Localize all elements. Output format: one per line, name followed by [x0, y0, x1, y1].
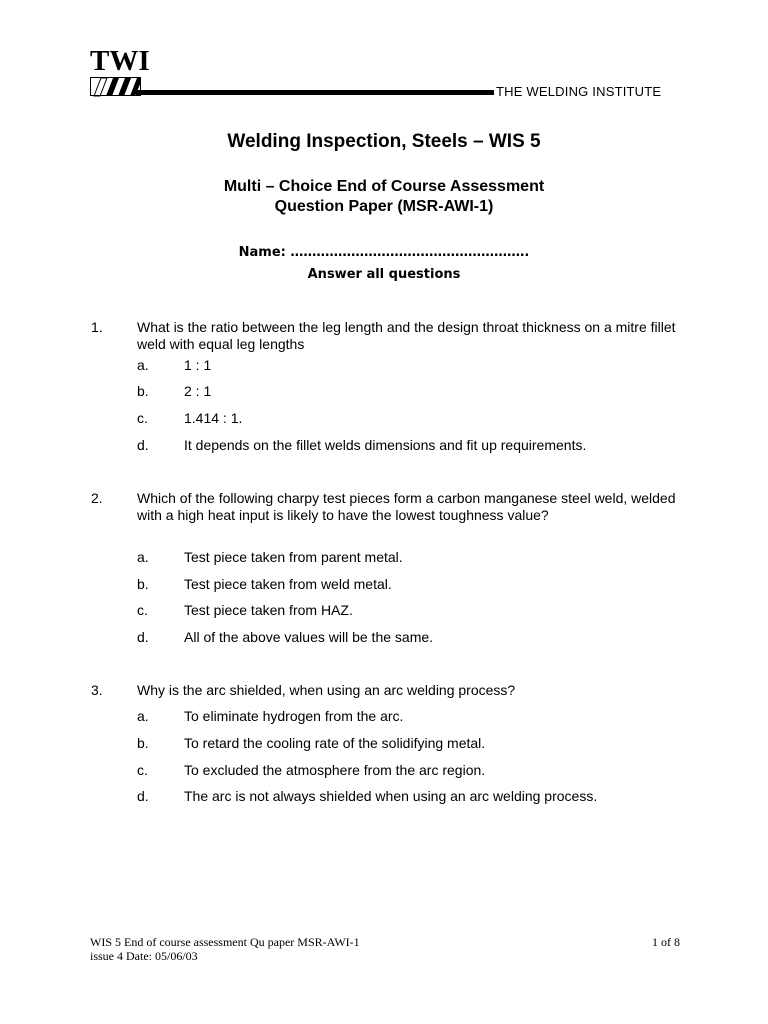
logo-stripes-icon: [90, 77, 142, 97]
option-letter: a.: [137, 708, 149, 724]
option-c: [137, 762, 677, 780]
subtitle-line-2: Question Paper (MSR-AWI-1): [274, 198, 494, 215]
option-text: All of the above values will be the same.: [184, 629, 434, 645]
option-text: Test piece taken from weld metal.: [184, 576, 392, 592]
option-b: [137, 735, 677, 753]
option-d: [137, 437, 677, 455]
option-a: [137, 549, 677, 567]
footer-document-info: [90, 935, 360, 963]
option-c: [137, 410, 677, 428]
option-b: [137, 576, 677, 594]
footer-issue-date: issue 4 Date: 05/06/03: [90, 949, 198, 963]
option-letter: b.: [137, 735, 149, 751]
page-title: Welding Inspection, Steels – WIS 5: [227, 131, 541, 152]
name-field: Name: ……………………………………………….: [238, 245, 530, 260]
option-text: 2 : 1: [184, 383, 212, 399]
option-letter: d.: [137, 437, 149, 453]
subtitle: [0, 177, 768, 217]
option-letter: d.: [137, 629, 149, 645]
option-text: 1 : 1: [184, 357, 212, 373]
option-d: [137, 629, 677, 647]
option-text: Test piece taken from parent metal.: [184, 549, 403, 565]
question-number: 2.: [91, 490, 103, 506]
option-b: [137, 383, 677, 401]
option-letter: c.: [137, 410, 148, 426]
option-letter: c.: [137, 762, 148, 778]
option-a: [137, 708, 677, 726]
option-letter: a.: [137, 357, 149, 373]
option-letter: c.: [137, 602, 148, 618]
question-number: 1.: [91, 319, 103, 335]
footer-document-title: WIS 5 End of course assessment Qu paper MSR-AWI-1: [90, 935, 360, 949]
logo-text: TWI: [90, 45, 150, 77]
option-text: To retard the cooling rate of the solidifying metal.: [184, 735, 486, 751]
option-text: It depends on the fillet welds dimensions and fit up requirements.: [184, 437, 587, 453]
option-text: To excluded the atmosphere from the arc region.: [184, 762, 486, 778]
question-text: Which of the following charpy test pieces form a carbon manganese steel weld, welded with a high heat input is likely to have the lowest toughness value?: [137, 490, 676, 523]
option-letter: a.: [137, 549, 149, 565]
option-text: To eliminate hydrogen from the arc.: [184, 708, 404, 724]
option-text: The arc is not always shielded when using an arc welding process.: [184, 788, 598, 804]
option-text: Test piece taken from HAZ.: [184, 602, 353, 618]
option-letter: b.: [137, 576, 149, 592]
subtitle-line-1: Multi – Choice End of Course Assessment: [223, 178, 545, 195]
question-text: What is the ratio between the leg length and the design throat thickness on a mitre fillet weld with equal leg lengths: [137, 319, 676, 352]
option-c: [137, 602, 677, 620]
page-number: 1 of 8: [652, 935, 680, 949]
instruction: Answer all questions: [307, 267, 461, 282]
option-text: 1.414 : 1.: [184, 410, 243, 426]
question-text: Why is the arc shielded, when using an arc welding process?: [137, 682, 516, 698]
option-letter: d.: [137, 788, 149, 804]
question-number: 3.: [91, 682, 103, 698]
institute-name: THE WELDING INSTITUTE: [496, 84, 662, 99]
option-d: [137, 788, 677, 806]
option-letter: b.: [137, 383, 149, 399]
option-a: [137, 357, 677, 375]
header-rule: [136, 90, 494, 95]
